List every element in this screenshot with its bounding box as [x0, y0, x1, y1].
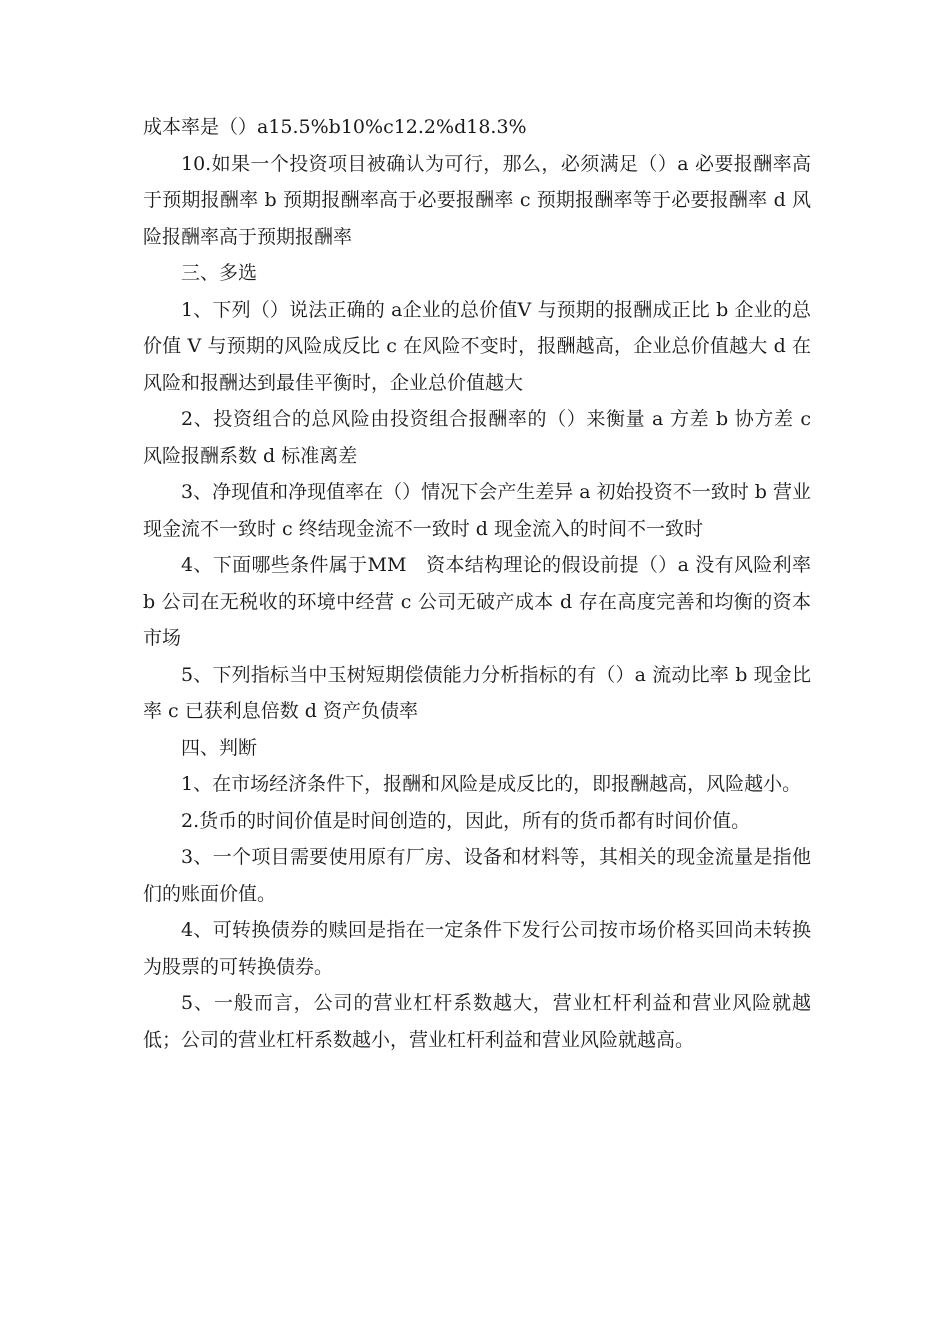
- judge-question-1: 1、在市场经济条件下，报酬和风险是成反比的，即报酬越高，风险越小。: [181, 773, 802, 795]
- paragraph-continuation: 成本率是（）a15.5%b10%c12.2%d18.3%: [143, 116, 527, 138]
- judge-question-3: 3、一个项目需要使用原有厂房、设备和材料等，其相关的现金流量是指他们的账面价值。: [143, 846, 811, 905]
- multi-question-3: 3、净现值和净现值率在（）情况下会产生差异 a 初始投资不一致时 b 营业现金流不一致时 c 终结现金流不一致时 d 现金流入的时间不一致时: [143, 481, 811, 540]
- multi-question-4: 4、下面哪些条件属于MM 资本结构理论的假设前提（）a 没有风险利率 b 公司在无税收的环境中经营 c 公司无破产成本 d 存在高度完善和均衡的资本市场: [143, 554, 811, 649]
- document-page: [143, 109, 811, 1058]
- section-heading-true-false: 四、判断: [181, 736, 258, 759]
- judge-question-2: 2.货币的时间价值是时间创造的，因此，所有的货币都有时间价值。: [181, 809, 751, 832]
- judge-question-4: 4、可转换债券的赎回是指在一定条件下发行公司按市场价格买回尚未转换为股票的可转换债券。: [143, 919, 811, 978]
- section-heading-multiple-choice: 三、多选: [181, 262, 258, 284]
- multi-question-2: 2、投资组合的总风险由投资组合报酬率的（）来衡量 a 方差 b 协方差 c 风险报酬系数 d 标准离差: [143, 408, 811, 467]
- multi-question-1: 1、下列（）说法正确的 a企业的总价值V 与预期的报酬成正比 b 企业的总价值 V 与预期的风险成反比 c 在风险不变时，报酬越高，企业总价值越大 d 在风险和报酬达到最佳平衡时，企业总价值越大: [143, 298, 811, 394]
- question-10: 10.如果一个投资项目被确认为可行，那么，必须满足（）a 必要报酬率高于预期报酬率 b 预期报酬率高于必要报酬率 c 预期报酬率等于必要报酬率 d 风险报酬率高于预期报酬率: [143, 152, 811, 248]
- multi-question-5: 5、下列指标当中玉树短期偿债能力分析指标的有（）a 流动比率 b 现金比率 c 已获利息倍数 d 资产负债率: [143, 663, 811, 722]
- judge-question-5: 5、一般而言，公司的营业杠杆系数越大，营业杠杆利益和营业风险就越低；公司的营业杠杆系数越小，营业杠杆利益和营业风险就越高。: [143, 992, 811, 1051]
